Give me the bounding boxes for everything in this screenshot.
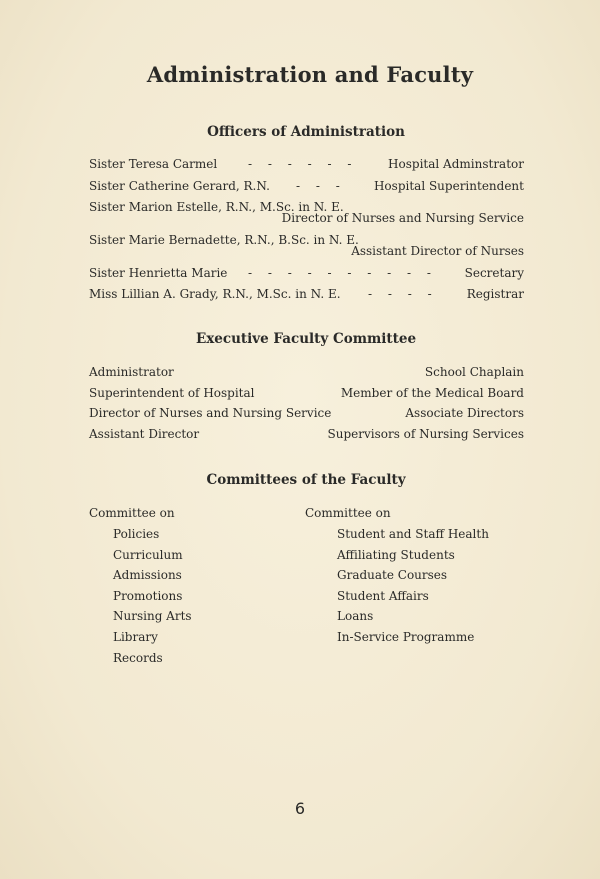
committee-left-item: Nursing Arts bbox=[113, 609, 192, 623]
officer-role: Secretary bbox=[464, 266, 524, 280]
officer-name: Sister Marie Bernadette, R.N., B.Sc. in N. E. bbox=[89, 233, 359, 247]
committee-left-item: Records bbox=[113, 651, 163, 665]
executive-right-item: Associate Directors bbox=[405, 406, 524, 420]
leader-dashes: - - - - - - - - - - bbox=[248, 266, 437, 280]
executive-heading: Executive Faculty Committee bbox=[195, 331, 417, 347]
committee-right-item: Affiliating Students bbox=[337, 548, 455, 562]
committee-right-item: Graduate Courses bbox=[337, 568, 448, 582]
officer-name: Sister Teresa Carmel bbox=[89, 157, 218, 171]
committee-left-item: Library bbox=[113, 630, 158, 644]
committee-left-item: Promotions bbox=[113, 589, 183, 603]
committees-heading: Committees of the Faculty bbox=[206, 472, 406, 488]
officer-role: Hospital Superintendent bbox=[373, 179, 524, 193]
officer-name: Sister Marion Estelle, R.N., M.Sc. in N. E. bbox=[89, 200, 344, 214]
executive-left-item: Assistant Director bbox=[89, 427, 200, 441]
leader-dashes: - - - - - - bbox=[248, 157, 358, 171]
committee-left-item: Admissions bbox=[113, 568, 182, 582]
committee-right-item: Loans bbox=[337, 609, 374, 623]
executive-right-item: School Chaplain bbox=[424, 365, 524, 379]
committee-left-label: Committee on bbox=[89, 506, 175, 520]
officer-name: Miss Lillian A. Grady, R.N., M.Sc. in N. E. bbox=[89, 287, 341, 301]
officer-role: Assistant Director of Nurses bbox=[351, 244, 524, 258]
page-number: 6 bbox=[294, 799, 306, 818]
executive-right-item: Supervisors of Nursing Services bbox=[327, 427, 524, 441]
executive-right-item: Member of the Medical Board bbox=[340, 386, 524, 400]
leader-dashes: - - - - bbox=[368, 287, 438, 301]
committee-right-label: Committee on bbox=[305, 506, 391, 520]
officer-role: Hospital Adminstrator bbox=[388, 157, 524, 171]
officer-name: Sister Henrietta Marie bbox=[89, 266, 228, 280]
committee-right-item: Student and Staff Health bbox=[337, 527, 489, 541]
officers-heading: Officers of Administration bbox=[207, 124, 405, 140]
officer-name: Sister Catherine Gerard, R.N. bbox=[89, 179, 270, 193]
page-title: Administration and Faculty bbox=[146, 62, 474, 87]
committee-right-item: In-Service Programme bbox=[337, 630, 475, 644]
committee-left-item: Curriculum bbox=[113, 548, 183, 562]
committee-right-item: Student Affairs bbox=[337, 589, 429, 603]
officer-role: Director of Nurses and Nursing Service bbox=[281, 211, 524, 225]
officer-role: Registrar bbox=[466, 287, 524, 301]
executive-left-item: Administrator bbox=[89, 365, 174, 379]
executive-left-item: Director of Nurses and Nursing Service bbox=[89, 406, 332, 420]
leader-dashes: - - - bbox=[296, 179, 346, 193]
executive-left-item: Superintendent of Hospital bbox=[89, 386, 255, 400]
committee-left-item: Policies bbox=[113, 527, 160, 541]
